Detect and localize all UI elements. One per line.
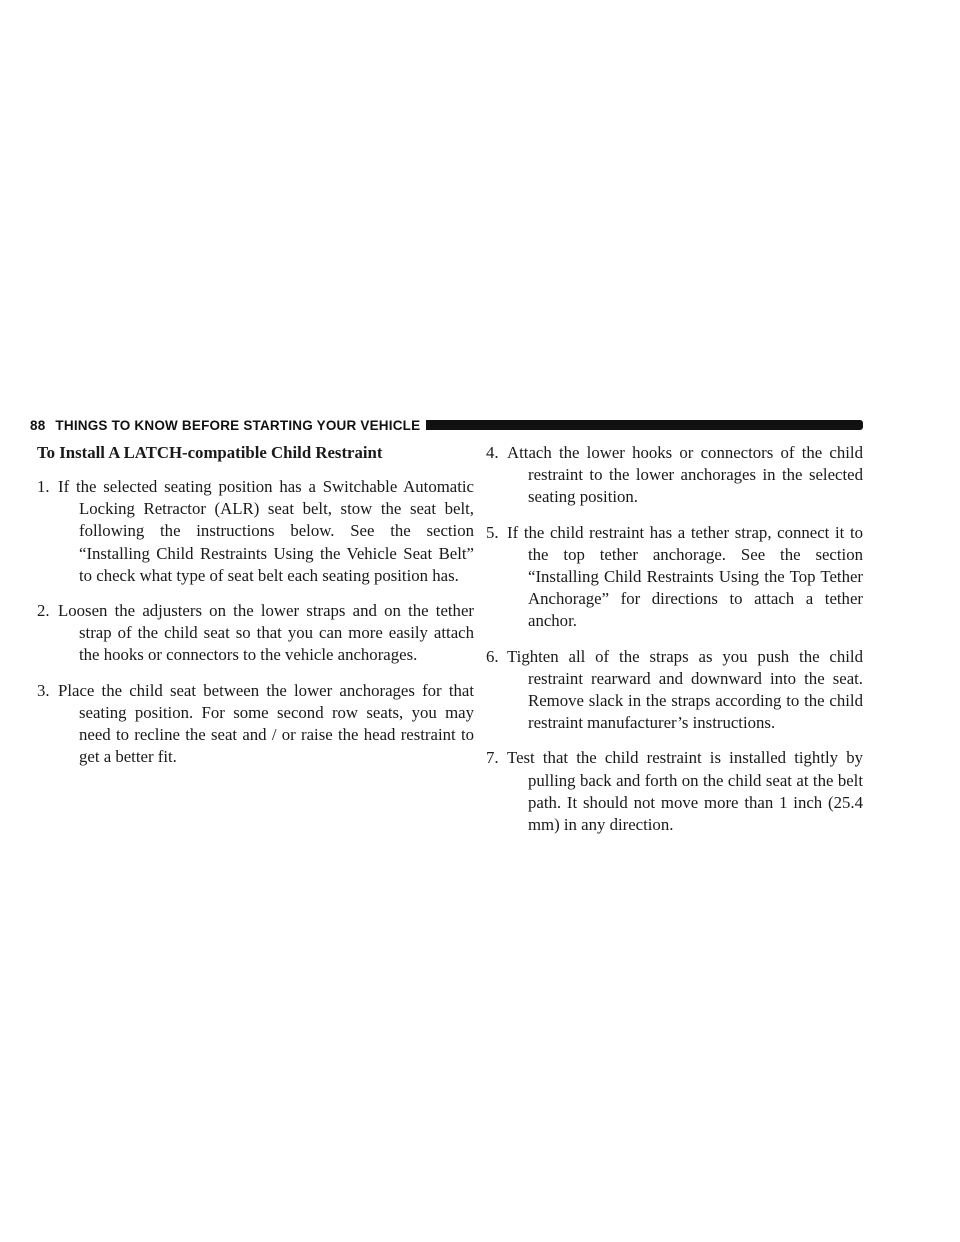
step-text: If the child restraint has a tether strap, connect it to the top tether anchorage. See the section “Installing Child Restraints Using the Top Tether Anchorage” for directions to attach a tether anchor. [507,522,863,631]
step-number: 4. [486,443,499,462]
step-5 [486,522,863,633]
step-number: 3. [37,680,50,700]
step-4 [486,442,863,509]
section-heading: To Install A LATCH-compatible Child Restraint [37,443,383,462]
left-column [37,442,474,781]
step-text: Place the child seat between the lower anchorages for that seating position. For some second row seats, you may need to recline the seat and / or raise the head restraint to get a better fit. [58,680,474,767]
step-text: Test that the child restraint is installed tightly by pulling back and forth on the child seat at the belt path. It should not move more than 1 inch (25.4 mm) in any direction. [507,748,863,835]
step-text: Tighten all of the straps as you push the child restraint rearward and downward into the seat. Remove slack in the straps according to the child restraint manufacturer’s instructions. [507,646,863,733]
step-text: Loosen the adjusters on the lower straps and on the tether strap of the child seat so that you can more easily attach the hooks or connectors to the vehicle anchorages. [58,601,474,665]
step-number: 2. [37,601,50,621]
step-7 [486,747,863,836]
step-number: 7. [486,748,499,768]
step-number: 1. [37,477,50,496]
step-3 [37,680,474,769]
step-number: 5. [486,522,499,542]
step-text: Attach the lower hooks or connectors of the child restraint to the lower anchorages in the selected seating position. [507,443,863,507]
page-header [30,416,863,434]
header-rule [426,420,863,430]
page-number: 88 [30,417,46,433]
right-column [486,442,863,849]
step-text: If the selected seating position has a Switchable Automatic Locking Retractor (ALR) seat belt, stow the seat belt, following the instructions below. See the section “Installing Child Restraints Using the Vehicle Seat Belt” to check what type of seat belt each seating position has. [58,477,474,585]
step-1 [37,476,474,587]
step-2 [37,600,474,667]
section-title: THINGS TO KNOW BEFORE STARTING YOUR VEHICLE [55,417,421,433]
step-6 [486,646,863,735]
step-number: 6. [486,646,499,666]
